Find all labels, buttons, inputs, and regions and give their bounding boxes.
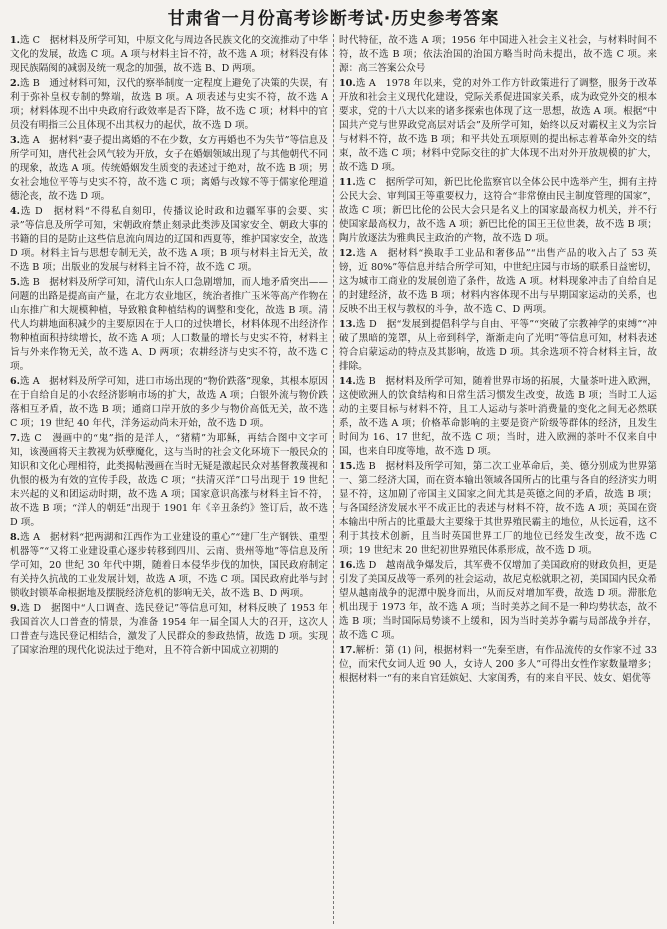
answer-number: 8. xyxy=(10,531,21,543)
answer-number: 2. xyxy=(10,77,21,89)
answer-number: 5. xyxy=(10,276,21,288)
continued-text: 时代特征，故不选 A 项；1956 年中国进入社会主义社会，与材料时间不符，故不选 B 项；依法治国的治国方略当时尚未提出，故不选 C 项。来源：高三答案公众号 xyxy=(339,35,657,75)
answer-item xyxy=(10,34,328,76)
answer-text: 选 D 越南战争爆发后，其军费不仅增加了美国政府的财政负担，更是引发了美国反战等一系列的社会运动，故尼克松就职之初，美国国内民众希望从越南战争的泥潭中脱身而出，从而反对增加军费，故选 D 项。滞胀危机出现于 1973 年，故不选 A 项；当时美苏之间不是一种均势状态，故不选 B 项；当时国际局势谈不上缓和，因为当时美苏争霸与局部战争并存，故不选 C 项。 xyxy=(339,559,657,642)
page-title: 甘肃省一月份高考诊断考试·历史参考答案 xyxy=(167,9,500,29)
answer-number: 7. xyxy=(10,432,21,444)
answer-number: 6. xyxy=(10,375,21,387)
answer-text: 选 B 据材料及所学可知，清代山东人口急剧增加，而人地矛盾突出——问题的出路是提高亩产量，在北方农业地区，统治者推广玉米等高产作物在山东推广和大规模种植，导致粮食种植结构的调整和变化，故选 B 项。清代人均耕地面积减少的主要原因在于人口的过快增长，材料体现不出经济作物种植面积持续增长，故不选 A 项；人口数量的增长与史实不符，材料主旨与外来作物无关，故不选 A、D 两项；农耕经济与史实不符，故不选 C 项。 xyxy=(10,276,328,373)
answer-number: 13. xyxy=(339,318,356,330)
right-column xyxy=(339,34,657,924)
answer-text: 选 B 据材料及所学可知，随着世界市场的拓展，大量茶叶进入欧洲，这使欧洲人的饮食结构和日常生活习惯发生改变，故选 B 项；当时工人运动的主要目标与材料不符，且工人运动与茶叶消费量的变化之间无必然联系，故不选 A 项；价格革命影响的主要是资产阶级等群体的经济，且发生时间为 16、17 世纪，故不选 C 项；当时，进入欧洲的茶叶不仅来自中国，也来自印度等地，故不选 D 项。 xyxy=(339,375,657,458)
answer-text: 选 D 据材料“不得私自刻印，传播议论时政和边疆军事的会要、实录”等信息及所学可知，宋朝政府禁止刻录此类涉及国家安全、朝政大事的书籍的目的是防止这些信息流向周边的辽国和西夏等，维护国家安全，故选 D 项。材料主旨与思想专制无关，故不选 A 项；B 项与材料主旨无关，故不选 B 项；出版业的发展与材料主旨不符，故不选 C 项。 xyxy=(10,205,328,273)
answer-number: 10. xyxy=(339,77,356,89)
answer-number: 16. xyxy=(339,559,356,571)
answer-text: 选 A 据材料及所学可知，进口市场出现的“物价跌落”现象，其根本原因在于自给自足的小农经济影响市场的扩大，故选 A 项；白银外流与物价跌落相互矛盾，故不选 B 项；通商口岸开放的多少与物价高低无关，故不选 C 项；19 世纪 40 年代，洋务运动尚未开始，故不选 D 项。 xyxy=(10,375,328,430)
answer-text: 选 C 据材料及所学可知，中原文化与周边各民族文化的交流推动了中华文化的发展，故选 C 项。A 项与材料主旨不符，故不选 A 项；材料没有体现民族隔阂的减弱及统一观念的加强，故不选 B、D 两项。 xyxy=(10,35,328,75)
answer-item xyxy=(10,77,328,133)
answer-item xyxy=(339,375,657,460)
answer-text: 选 B 通过材料可知，汉代的察举制度一定程度上避免了决策的失误，有利于弥补皇权专制的弊端，故选 B 项。A 项表述与史实不符，故不选 A 项；材料体现不出中央政府行政效率是否下降，故不选 C 项；材料中的官员没有明指三公且体现不出其权力的起伏，故不选 D 项。 xyxy=(10,77,328,132)
answer-number: 15. xyxy=(339,460,356,472)
answer-text: 选 B 据材料及所学可知，第二次工业革命后，美、德分别成为世界第一、第二经济大国，而在资本输出领域各国所占的比重与各自的经济实力明显不符，这加剧了帝国主义国家之间尤其是英德之间的矛盾，故选 B 项；与各国经济发展水平不成正比的表述与材料不符，故不选 A 项；英国在资本输出中所占的比重最大主要缘于其世界殖民霸主的地位，从长远看，这不利于其技术创新，且当时英国世界工厂的地位已经发生改变，故不选 C 项；19 世纪末 20 世纪初世界殖民体系形成，故不选 D 项。 xyxy=(339,460,657,557)
answer-number: 12. xyxy=(339,247,356,259)
answer-text: 选 C 漫画中的“鬼”指的是洋人，“猪精”为耶稣，再结合图中文字可知，该漫画将天主教视为妖孽魔化，这与当时的社会文化环境下一般民众的知识和文化心理相符，此类揭帖漫画在当时无疑是激起民众对基督教蔑视和仇恨的极为有效的宣传手段，故选 C 项；“扶清灭洋”口号出现于 19 世纪末兴起的义和团运动时期，故不选 A 项；国家意识高涨与材料主旨不符，故不选 B 项；“洋人的朝廷”出现于 1901 年《辛丑条约》签订后，故不选 D 项。 xyxy=(10,432,328,529)
answer-item xyxy=(10,205,328,275)
answer-item xyxy=(339,644,657,686)
answer-text: 选 A 据材料“换取手工业品和奢侈品”“出售产品的收入占了 53 英镑，近 80%”等信息并结合所学可知，中世纪庄园与市场的联系日益密切，这为城市工商业的发展创造了条件，故选 A 项。材料现象冲击了自给自足的封建经济，故不选 B 项；材料内容体现不出与早期国家运动的关系，也反映不出王权与教权的斗争，故不选 C、D 两项。 xyxy=(339,247,657,316)
answer-text: 选 D 据“发展到提倡科学与自由、平等”“突破了宗教神学的束缚”“冲破了黑暗的笼罩，从上帝到科学，渐渐走向了光明”等信息可知，材料表述符合启蒙运动的特点及其影响，故选 D 项。其余选项不符合材料主旨，故排除。 xyxy=(339,318,657,373)
answer-text: 选 D 据图中“人口调查、选民登记”等信息可知，材料反映了 1953 年我国首次人口普查的情景，为准备 1954 年一届全国人大的召开，这次人口普查与选民登记相结合，激发了人民群众的参政热情，故选 D 项。实现了国家治理的现代化说法过于绝对，且不符合新中国成立初期的 xyxy=(10,602,328,657)
two-column-body xyxy=(10,34,657,924)
answer-item xyxy=(339,318,657,374)
left-column xyxy=(10,34,328,924)
answer-item xyxy=(339,77,657,176)
answer-text: 选 A 据材料“妻子提出离婚的不在少数，女方再婚也不为失节”等信息及所学可知，唐代社会风气较为开放，女子在婚姻领域出现了与其他朝代不同的现象，故选 A 项。传统婚姻发生质变的表述过于绝对，故不选 B 项；男女社会地位平等与史实不符，故不选 C 项；离婚与改嫁不等于儒家伦理道德沦丧，故不选 D 项。 xyxy=(10,134,328,203)
answer-item xyxy=(10,134,328,204)
answer-item xyxy=(339,247,657,317)
answer-item xyxy=(10,531,328,601)
column-divider xyxy=(333,34,334,924)
answer-item xyxy=(339,176,657,246)
answer-item xyxy=(339,559,657,644)
answer-item xyxy=(10,432,328,531)
answer-text: 选 A 1978 年以来，党的对外工作方针政策进行了调整，服务于改革开放和社会主义现代化建设，党际关系促进国家关系，成为政党外交的根本要求，党的十八大以来的诸多探索也体现了这一思想，故选 A 项。根据“中国共产党与世界政党高层对话会”及所学可知，始终以反对霸权主义为宗旨与材料不符，故不选 B 项；和平共处五项原则的提出标志着革命外交的结束，故不选 C 项；材料中党际交往的扩大体现不出对外开放规模的扩大，故不选 D 项。 xyxy=(339,77,657,174)
answer-text: 解析：第 (1) 问，根据材料一“先秦至唐，有作品流传的女作家不过 33 位，而宋代女词人近 90 人，女诗人 200 多人”可得出女性作家数量增多；根据材料一“有的来自官廷嫔妃、大家闺秀，有的来自平民、妓女、娼优等 xyxy=(339,645,657,685)
answer-item xyxy=(10,375,328,431)
answer-item xyxy=(10,602,328,658)
answer-text: 选 A 据材料“把两湖和江西作为工业建设的重心”“建厂生产钢铁、重型机器等”“又将工业建设重心逐步转移到四川、云南、贵州等地”等信息及所学可知，20 世纪 30 年代中期，随着日本侵华步伐的加快，国民政府制定有关持久抗战的工业发展计划，故选 A 项，不选 C 项。国民政府此举与封锁收封锁革命根据地及摆脱经济危机的影响无关，故不选 B、D 两项。 xyxy=(10,531,328,600)
answer-number: 3. xyxy=(10,134,21,146)
answer-number: 14. xyxy=(339,375,356,387)
answer-number: 9. xyxy=(10,602,21,614)
answer-text: 选 C 据所学可知，新巴比伦监察官以全体公民中选举产生，拥有主持公民大会、审判国王等重要权力，这符合“非常僚由民主制度管理的国家”，故选 C 项；新巴比伦的公民大会只是名义上的国家最高权力机关，并不行使国家最高权力，故不选 A 项；新巴比伦的国王王位世袭，故不选 B 项；陶片放逐法为雅典民主政治的产物，故不选 D 项。 xyxy=(339,176,657,245)
answer-number: 1. xyxy=(10,35,21,46)
answer-number: 11. xyxy=(339,176,356,188)
answer-item xyxy=(339,460,657,559)
answer-number: 4. xyxy=(10,205,21,217)
answer-number: 17. xyxy=(339,645,356,657)
answer-item xyxy=(10,276,328,375)
